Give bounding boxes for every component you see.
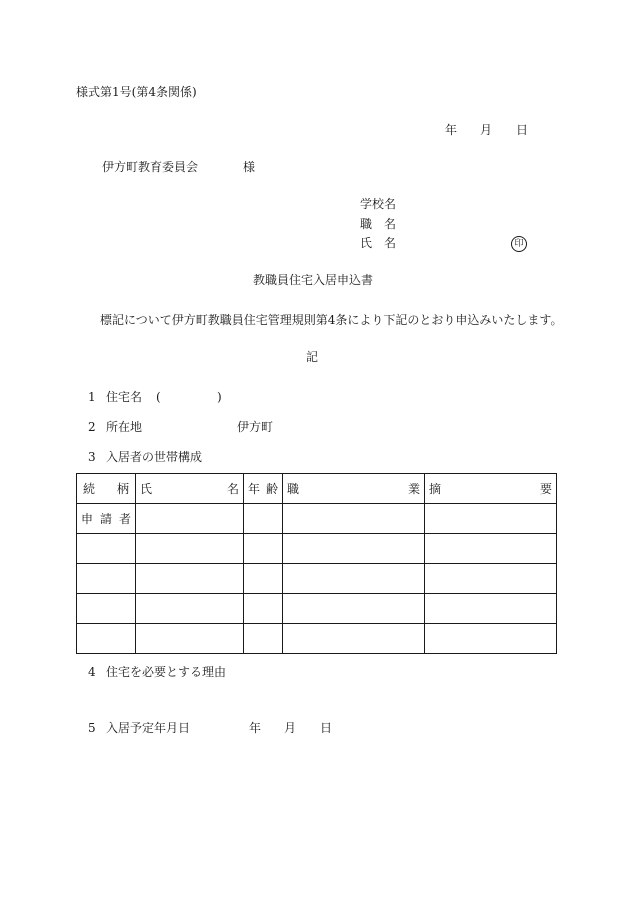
table-cell[interactable] xyxy=(244,534,283,564)
applicant-name-label: 氏 名 xyxy=(360,236,397,250)
header-occupation xyxy=(283,474,425,504)
date-month: 月 xyxy=(480,123,493,137)
table-cell[interactable] xyxy=(283,564,425,594)
table-cell[interactable] xyxy=(244,594,283,624)
table-cell[interactable] xyxy=(283,504,425,534)
table-cell[interactable] xyxy=(425,534,557,564)
header-age xyxy=(244,474,283,504)
header-occupation-char-1: 職 xyxy=(287,482,300,496)
header-relation xyxy=(77,474,136,504)
header-occupation-char-2: 業 xyxy=(407,482,420,496)
item3-label: 入居者の世帯構成 xyxy=(106,450,203,464)
school-name-label: 学校名 xyxy=(360,197,397,211)
table-cell[interactable] xyxy=(283,534,425,564)
table-cell[interactable] xyxy=(283,624,425,654)
item5-label: 入居予定年月日 xyxy=(106,721,191,735)
table-cell[interactable] xyxy=(77,594,136,624)
header-name-char-2: 名 xyxy=(226,482,239,496)
table-row xyxy=(77,624,557,654)
applicant-row-char-1: 申 xyxy=(81,512,94,526)
header-remarks xyxy=(425,474,557,504)
item5-day: 日 xyxy=(320,721,333,735)
table-cell[interactable] xyxy=(136,564,244,594)
table-cell[interactable] xyxy=(77,564,136,594)
body-text: 標記について伊方町教職員住宅管理規則第4条により下記のとおり申込みいたします。 xyxy=(100,313,563,327)
item2-value: 伊方町 xyxy=(237,420,274,434)
header-name-char-1: 氏 xyxy=(140,482,153,496)
seal-mark xyxy=(511,235,527,252)
date-year: 年 xyxy=(445,123,458,137)
table-cell[interactable] xyxy=(136,594,244,624)
table-row xyxy=(77,564,557,594)
item5-number: 5 xyxy=(88,721,96,735)
table-cell[interactable] xyxy=(244,504,283,534)
table-cell[interactable] xyxy=(425,504,557,534)
household-table xyxy=(76,473,557,654)
header-name xyxy=(136,474,244,504)
item3-number: 3 xyxy=(88,450,96,464)
table-cell[interactable] xyxy=(136,534,244,564)
item1-number: 1 xyxy=(88,390,96,404)
document-title: 教職員住宅入居申込書 xyxy=(253,273,374,287)
date-day: 日 xyxy=(516,123,529,137)
item1-label: 住宅名 xyxy=(106,390,143,404)
header-age-char-1: 年 xyxy=(248,482,261,496)
addressee-honorific: 様 xyxy=(243,160,256,174)
item2-label: 所在地 xyxy=(106,420,143,434)
table-cell[interactable] xyxy=(244,624,283,654)
item5-month: 月 xyxy=(284,721,297,735)
table-cell[interactable] xyxy=(425,564,557,594)
header-remarks-char-2: 要 xyxy=(539,482,552,496)
applicant-row-char-3: 者 xyxy=(118,512,131,526)
table-row xyxy=(77,594,557,624)
position-label: 職 名 xyxy=(360,217,397,231)
addressee-name: 伊方町教育委員会 xyxy=(102,160,199,174)
table-cell[interactable] xyxy=(77,624,136,654)
table-cell[interactable] xyxy=(244,564,283,594)
table-cell[interactable] xyxy=(425,624,557,654)
table-row xyxy=(77,504,557,534)
item5-year: 年 xyxy=(249,721,262,735)
form-number: 様式第1号(第4条関係) xyxy=(76,85,197,99)
header-relation-char-1: 続 xyxy=(83,482,96,496)
item4-number: 4 xyxy=(88,665,96,679)
ki-heading: 記 xyxy=(306,350,319,364)
table-cell[interactable] xyxy=(425,594,557,624)
item4-label: 住宅を必要とする理由 xyxy=(106,665,227,679)
item1-open-paren: ( xyxy=(156,390,161,404)
header-remarks-char-1: 摘 xyxy=(429,482,442,496)
table-header-row xyxy=(77,474,557,504)
table-cell[interactable] xyxy=(136,504,244,534)
table-row xyxy=(77,534,557,564)
item1-close-paren: ) xyxy=(217,390,222,404)
table-cell[interactable] xyxy=(77,534,136,564)
seal-icon: 印 xyxy=(511,236,527,252)
table-cell[interactable] xyxy=(136,624,244,654)
item2-number: 2 xyxy=(88,420,96,434)
header-age-char-2: 齢 xyxy=(265,482,278,496)
header-relation-char-2: 柄 xyxy=(116,482,129,496)
table-cell[interactable] xyxy=(283,594,425,624)
applicant-row-label xyxy=(77,504,136,534)
applicant-row-char-2: 請 xyxy=(99,512,112,526)
